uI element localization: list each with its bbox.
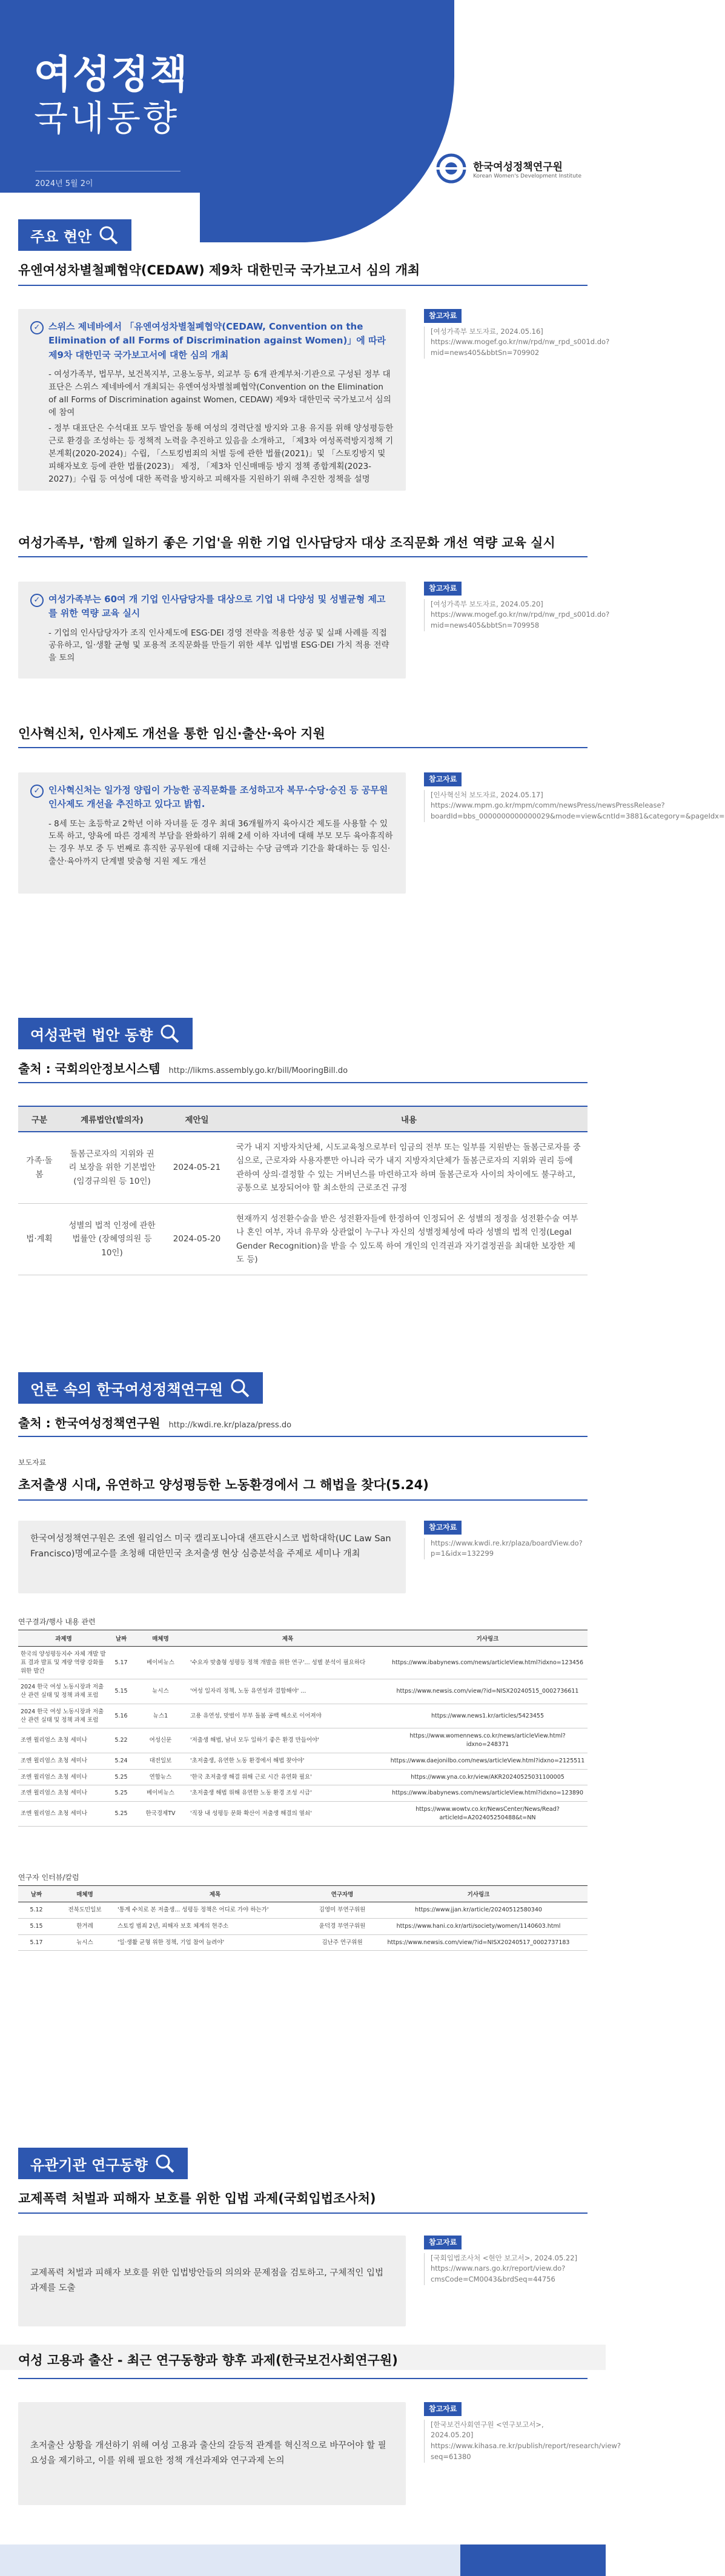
- media-source-url[interactable]: http://kwdi.re.kr/plaza/press.do: [168, 1421, 292, 1430]
- table-row: [18, 1753, 588, 1769]
- issue-1-bullet: - 여성가족부, 법무부, 보건복지부, 고용노동부, 외교부 등 6개 관계부처·기관으로 구성된 정부 대표단은 스위스 제네바에서 개최되는 유엔여성차별철폐협약(Convention on the Elimination of all Forms of Discrimination against Women, CEDAW) 제9차 대한민국 국가보고서 심의에 참여: [48, 368, 394, 419]
- issue-3-bullet: - 8세 또는 초등학교 2학년 이하 자녀를 둔 경우 최대 36개월까지 육아시간 제도를 사용할 수 있도록 하고, 양육에 따른 경제적 부담을 완화하기 위해 2세 이하 자녀에 대해 부모 모두 육아휴직하는 경우 부모 중 두 번째로 휴직한 공무원에 대해 지급하는 수당 금액과 기간을 확대하는 등 임신·출산·육아까지 단계별 맞춤형 지원 제도 개선: [48, 818, 394, 869]
- interview-date: 5.15: [18, 1918, 55, 1934]
- law-date: 2024-05-20: [164, 1204, 230, 1275]
- institute-2-title: 여성 고용과 출산 - 최근 연구동향과 향후 과제(한국보건사회연구원): [18, 2353, 398, 2368]
- law-bill: 성별의 법적 인정에 관한 법률안 (장혜영의원 등 10인): [61, 1204, 164, 1275]
- table-row: [18, 1918, 588, 1934]
- magnifier-icon: [98, 224, 119, 246]
- media-outlet: 연합뉴스: [133, 1769, 188, 1785]
- section-main-issue: 주요 현안: [18, 219, 131, 251]
- media-task: 조엔 윌리엄스 초청 세미나: [18, 1785, 109, 1802]
- media-outlet: 베이비뉴스: [133, 1785, 188, 1802]
- section-law: 여성관련 법안 동향: [18, 1018, 193, 1049]
- issue-1-bullet: - 정부 대표단은 수석대표 모두 발언을 통해 여성의 경력단절 방지와 고용 유지를 위해 양성평등한 근로 환경을 조성하는 등 정책적 노력을 추진하고 있음을 소개하고, 「제3차 여성폭력방지정책 기본계획(2020-2024)」수립, 「스토킹범죄의 처벌 등에 관한 법률(2021)」및 「스토킹방지 및 피해자보호 등에 관한 법률(2023)」 제정, 「제3차 인신매매등 방지 정책 종합계획(2023-2027)」수립 등 여성에 대한 폭력을 방지하고 피해자를 지원하기 위해 추진한 정책을 설명: [48, 422, 394, 486]
- institute-1-body: 교제폭력 처벌과 피해자 보호를 위한 입법방안들의 의의와 문제점을 검토하고, 구체적인 입법 과제를 도출: [30, 2268, 383, 2293]
- table-row: [18, 1679, 588, 1704]
- law-content: 현재까지 성전환수술을 받은 성전환자들에 한정하여 인정되어 온 성별의 정정을 성전환수술 여부나 혼인 여부, 자녀 유무와 상관없이 누구나 자신의 성별정체성에 따라 성별의 법적 인정(Legal Gender Recognition)을 받을 수 있도록 하여 개인의 인격권과 자기결정권을 최대한 보장한 제도 등): [230, 1204, 588, 1275]
- media-headline: '여성 일자리 정책, 노동 유연성과 결합해야' ...: [188, 1679, 388, 1704]
- media-task: 2024 한국 여성 노동시장과 저출산 관련 실태 및 정책 과제 포럼: [18, 1679, 109, 1704]
- column-header: 제목: [188, 1630, 388, 1647]
- issue-1-ref: [424, 309, 610, 359]
- magnifier-icon: [159, 1023, 180, 1044]
- column-header: 제안일: [164, 1106, 230, 1132]
- table-row: [18, 1647, 588, 1679]
- press-label: 보도자료: [18, 1458, 47, 1467]
- media-headline: '수요자 맞춤형 성평등 정책 개발을 위한 연구'... 성별 분석이 필요하다: [188, 1647, 388, 1679]
- column-header: 날짜: [109, 1630, 133, 1647]
- institute-1-box: [18, 2236, 406, 2326]
- media-date: 5.16: [109, 1704, 133, 1728]
- column-header: 매체명: [133, 1630, 188, 1647]
- media-outlet: 뉴스1: [133, 1704, 188, 1728]
- institute-1-ref: [424, 2236, 588, 2285]
- law-type: 법·계획: [18, 1204, 61, 1275]
- media-task: 조엔 윌리엄스 초청 세미나: [18, 1769, 109, 1785]
- institute-2-ref: [424, 2402, 621, 2463]
- table-row: [18, 1728, 588, 1753]
- interview-outlet: 전북도민일보: [55, 1902, 115, 1919]
- section-media: 언론 속의 한국여성정책연구원: [18, 1372, 263, 1404]
- interview-headline: 스토킹 범죄 2년, 피해자 보호 체계의 현주소: [115, 1918, 315, 1934]
- issue-2-ref: [424, 582, 610, 631]
- issue-date: 2024년 5월 2이: [35, 179, 93, 188]
- interview-researcher: 윤덕경 부연구위원: [315, 1918, 369, 1934]
- media-link[interactable]: https://www.newsis.com/view/?id=NISX20240515_0002736611: [388, 1679, 588, 1704]
- check-icon: ✓: [30, 594, 44, 607]
- media-headline: '초저출생, 유연한 노동 환경에서 해법 찾아야': [188, 1753, 388, 1769]
- media-outlet: 뉴시스: [133, 1679, 188, 1704]
- media-date: 5.22: [109, 1728, 133, 1753]
- column-header: 계류법안(발의자): [61, 1106, 164, 1132]
- interview-headline: '통계 수치로 본 저출생... 성평등 정책은 어디로 가야 하는가': [115, 1902, 315, 1919]
- media-link[interactable]: https://www.womennews.co.kr/news/articleView.html?idxno=248371: [388, 1728, 588, 1753]
- ref-link[interactable]: [여성가족부 보도자료, 2024.05.16] https://www.mogef.go.kr/nw/rpd/nw_rpd_s001d.do?mid=news405&bbtSn=709902: [424, 327, 588, 359]
- column-header: 내용: [230, 1106, 588, 1132]
- table-row: [18, 1785, 588, 1802]
- media-task: 조엔 윌리엄스 초청 세미나: [18, 1728, 109, 1753]
- media-headline: '한국 초저출생 해결 위해 근로 시간 유연화 필요': [188, 1769, 388, 1785]
- media-outlet: 여성신문: [133, 1728, 188, 1753]
- media-date: 5.25: [109, 1802, 133, 1827]
- issue-2-bullet: - 기업의 인사담당자가 조직 인사제도에 ESG·DEI 경영 전략을 적용한 성공 및 실패 사례를 직접 공유하고, 일·생활 균형 및 포용적 조직문화를 만들기 위한 세부 입법별 ESG·DEI 가치 적용 전략을 토의: [48, 627, 394, 665]
- interview-link[interactable]: https://www.jjan.kr/article/20240512580340: [369, 1902, 588, 1919]
- logo-name-en: Korean Women's Development Institute: [473, 173, 581, 179]
- ref-tag: 참고자료: [424, 309, 462, 323]
- media-task: 2024 한국 여성 노동시장과 저출산 관련 실태 및 정책 과제 포럼: [18, 1704, 109, 1728]
- magnifier-icon: [229, 1377, 251, 1399]
- table2-label: 연구자 인터뷰/칼럼: [18, 1873, 79, 1882]
- ref-link[interactable]: https://www.kwdi.re.kr/plaza/boardView.do?p=1&idx=132299: [424, 1538, 588, 1560]
- institute-2-body: 초저출산 상황을 개선하기 위해 여성 고용과 출산의 갈등적 관계를 혁신적으로 바꾸어야 할 필요성을 제기하고, 이를 위해 필요한 정책 개선과제와 연구과제 논의: [30, 2441, 386, 2466]
- footer-band: [0, 2544, 460, 2576]
- issue-3-ref: [424, 772, 725, 822]
- law-bill: 돌봄근로자의 지위와 권리 보장을 위한 기본법안 (임경규의원 등 10인): [61, 1132, 164, 1204]
- law-type: 가족·돌봄: [18, 1132, 61, 1204]
- issue-2-box: [18, 582, 406, 679]
- hero-banner: [0, 0, 606, 193]
- table1-label: 연구결과/행사 내용 관련: [18, 1618, 96, 1626]
- media-date: 5.15: [109, 1679, 133, 1704]
- column-header: 제목: [115, 1886, 315, 1902]
- media-link[interactable]: https://www.daejonilbo.com/news/articleView.html?idxno=2125511: [388, 1753, 588, 1769]
- media-source: 출처 : 한국여성정책연구원 http://kwdi.re.kr/plaza/press.do: [18, 1416, 292, 1430]
- interview-table: [18, 1885, 588, 1951]
- column-header: 구분: [18, 1106, 61, 1132]
- column-header: 매체명: [55, 1886, 115, 1902]
- law-date: 2024-05-21: [164, 1132, 230, 1204]
- issue-3-lead: 인사혁신처는 일가정 양립이 가능한 공직문화를 조성하고자 복무·수당·승진 등 공무원 인사제도 개선을 추진하고 있다고 밝힘.: [48, 785, 388, 810]
- check-icon: ✓: [30, 321, 44, 334]
- media-outlet: 베이비뉴스: [133, 1647, 188, 1679]
- kwdi-logo: [435, 153, 581, 184]
- logo-name-ko: 한국여성정책연구원: [473, 161, 563, 173]
- media-link[interactable]: https://www.news1.kr/articles/5423455: [388, 1704, 588, 1728]
- magnifier-icon: [154, 2153, 176, 2174]
- ref-tag: 참고자료: [424, 772, 462, 786]
- ref-link[interactable]: [한국보건사회연구원 <연구보고서>, 2024.05.20] https://www.kihasa.re.kr/publish/report/research/view?seq=61380: [424, 2420, 588, 2463]
- media-headline: '직장 내 성평등 문화 확산이 저출생 해결의 열쇠': [188, 1802, 388, 1827]
- media-outlet: 대전일보: [133, 1753, 188, 1769]
- issue-1-box: [18, 309, 406, 491]
- interview-link[interactable]: https://www.newsis.com/view/?id=NISX20240517_0002737183: [369, 1934, 588, 1951]
- media-date: 5.25: [109, 1769, 133, 1785]
- media-link[interactable]: https://www.yna.co.kr/view/AKR20240525031100005: [388, 1769, 588, 1785]
- column-header: 연구자명: [315, 1886, 369, 1902]
- table-row: [18, 1204, 588, 1275]
- hero-subtitle: 국내동향: [34, 98, 180, 139]
- ref-link[interactable]: [여성가족부 보도자료, 2024.05.20] https://www.mogef.go.kr/nw/rpd/nw_rpd_s001d.do?mid=news405&bbtSn=709958: [424, 599, 588, 631]
- table-row: [18, 1902, 588, 1919]
- media-task: 한국의 양성평등지수 자체 개발 발표 결과 발표 및 계량 역량 강화를 위한 발간: [18, 1647, 109, 1679]
- media-task: 조엔 윌리엄스 초청 세미나: [18, 1753, 109, 1769]
- ref-tag: 참고자료: [424, 2236, 462, 2249]
- media-date: 5.17: [109, 1647, 133, 1679]
- media-headline: 고용 유연성, 맞벌이 부부 돌봄 공백 해소로 이어져야: [188, 1704, 388, 1728]
- kwdi-logo-icon: [435, 153, 467, 184]
- table-row: [18, 1802, 588, 1827]
- column-header: 기사링크: [369, 1886, 588, 1902]
- media-headline: '저출생 해법, 남녀 모두 일하기 좋은 환경 만들어야': [188, 1728, 388, 1753]
- ref-tag: 참고자료: [424, 582, 462, 596]
- law-table: [18, 1106, 588, 1275]
- law-source-url[interactable]: http://likms.assembly.go.kr/bill/MooringBill.do: [168, 1066, 348, 1075]
- ref-tag: 참고자료: [424, 2402, 462, 2416]
- section-institutes: 유관기관 연구동향: [18, 2148, 188, 2179]
- media-date: 5.25: [109, 1785, 133, 1802]
- media-date: 5.24: [109, 1753, 133, 1769]
- ref-link[interactable]: [인사혁신처 보도자료, 2024.05.17] https://www.mpm.go.kr/mpm/comm/newsPress/newsPressRelease?boardId=bbs_0000000000000029&mode=view&cntId=3881&category=&pageIdx=: [424, 790, 588, 822]
- interview-outlet: 뉴시스: [55, 1934, 115, 1951]
- issue-1-lead: 스위스 제네바에서 「유엔여성차별철폐협약(CEDAW, Convention on the Elimination of all Forms of Discrimination against Women)」에 따라 제9차 대한민국 국가보고서에 대한 심의 개최: [48, 321, 386, 360]
- hero-title: 여성정책: [34, 53, 189, 98]
- interview-headline: '일·생활 균형 위한 정책, 기업 참여 늘려야': [115, 1934, 315, 1951]
- press-body: 한국여성정책연구원은 조엔 윌리엄스 미국 캘리포니아대 샌프란시스코 법학대학(UC Law San Francisco)명예교수를 초청해 대한민국 초저출생 현상 심층분석을 주제로 세미나 개최: [30, 1534, 391, 1559]
- issue-1-title: 유엔여성차별철폐협약(CEDAW) 제9차 대한민국 국가보고서 심의 개최: [18, 263, 420, 277]
- interview-link[interactable]: https://www.hani.co.kr/arti/society/women/1140603.html: [369, 1918, 588, 1934]
- institute-2-box: [18, 2402, 406, 2505]
- press-ref: [424, 1521, 588, 1559]
- interview-researcher: 김영미 부연구위원: [315, 1902, 369, 1919]
- media-task: 조엔 윌리엄스 초청 세미나: [18, 1802, 109, 1827]
- media-link[interactable]: https://www.ibabynews.com/news/articleView.html?idxno=123890: [388, 1785, 588, 1802]
- media-table: [18, 1630, 588, 1827]
- media-outlet: 한국경제TV: [133, 1802, 188, 1827]
- check-icon: ✓: [30, 785, 44, 798]
- law-source: 출처 : 국회의안정보시스템 http://likms.assembly.go.kr/bill/MooringBill.do: [18, 1061, 348, 1076]
- issue-2-lead: 여성가족부는 60여 개 기업 인사담당자를 대상으로 기업 내 다양성 및 성별균형 제고를 위한 역량 교육 실시: [48, 594, 386, 619]
- interview-date: 5.17: [18, 1934, 55, 1951]
- interview-outlet: 한겨레: [55, 1918, 115, 1934]
- interview-researcher: 김난주 연구위원: [315, 1934, 369, 1951]
- press-box: [18, 1521, 406, 1593]
- table-row: [18, 1132, 588, 1204]
- table-row: [18, 1934, 588, 1951]
- table-row: [18, 1769, 588, 1785]
- issue-3-title: 인사혁신처, 인사제도 개선을 통한 임신·출산·육아 지원: [18, 726, 325, 741]
- law-content: 국가 내지 지방자치단체, 시도교육청으로부터 임금의 전부 또는 일부를 지원받는 돌봄근로자를 중심으로, 근로자와 사용자뿐만 아니라 국가 내지 지방자치단체가 돌봄근로자의 지위와 권리 등에 관하여 상의·결정할 수 있는 거버넌스를 마련하고자 하며 돌봄근로자 사이의 차이에도 불구하고, 공통으로 보장되어야 할 최소한의 근로조건 규정: [230, 1132, 588, 1204]
- media-link[interactable]: https://www.wowtv.co.kr/NewsCenter/News/Read?articleId=A202405250488&t=NN: [388, 1802, 588, 1827]
- column-header: 과제명: [18, 1630, 109, 1647]
- column-header: 날짜: [18, 1886, 55, 1902]
- interview-date: 5.12: [18, 1902, 55, 1919]
- institute-1-title: 교제폭력 처벌과 피해자 보호를 위한 입법 과제(국회입법조사처): [18, 2191, 376, 2206]
- table-row: [18, 1704, 588, 1728]
- column-header: 기사링크: [388, 1630, 588, 1647]
- ref-link[interactable]: [국회입법조사처 <현안 보고서>, 2024.05.22] https://www.nars.go.kr/report/view.do?cmsCode=CM0043&brdSeq=44756: [424, 2253, 588, 2285]
- ref-tag: 참고자료: [424, 1521, 462, 1535]
- issue-2-title: 여성가족부, '함께 일하기 좋은 기업'을 위한 기업 인사담당자 대상 조직문화 개선 역량 교육 실시: [18, 536, 555, 550]
- media-headline: '초저출생 해법 위해 유연한 노동 환경 조성 시급': [188, 1785, 388, 1802]
- media-link[interactable]: https://www.ibabynews.com/news/articleView.html?idxno=123456: [388, 1647, 588, 1679]
- issue-3-box: [18, 772, 406, 894]
- press-title: 초저출생 시대, 유연하고 양성평등한 노동환경에서 그 해법을 찾다(5.24): [18, 1478, 429, 1492]
